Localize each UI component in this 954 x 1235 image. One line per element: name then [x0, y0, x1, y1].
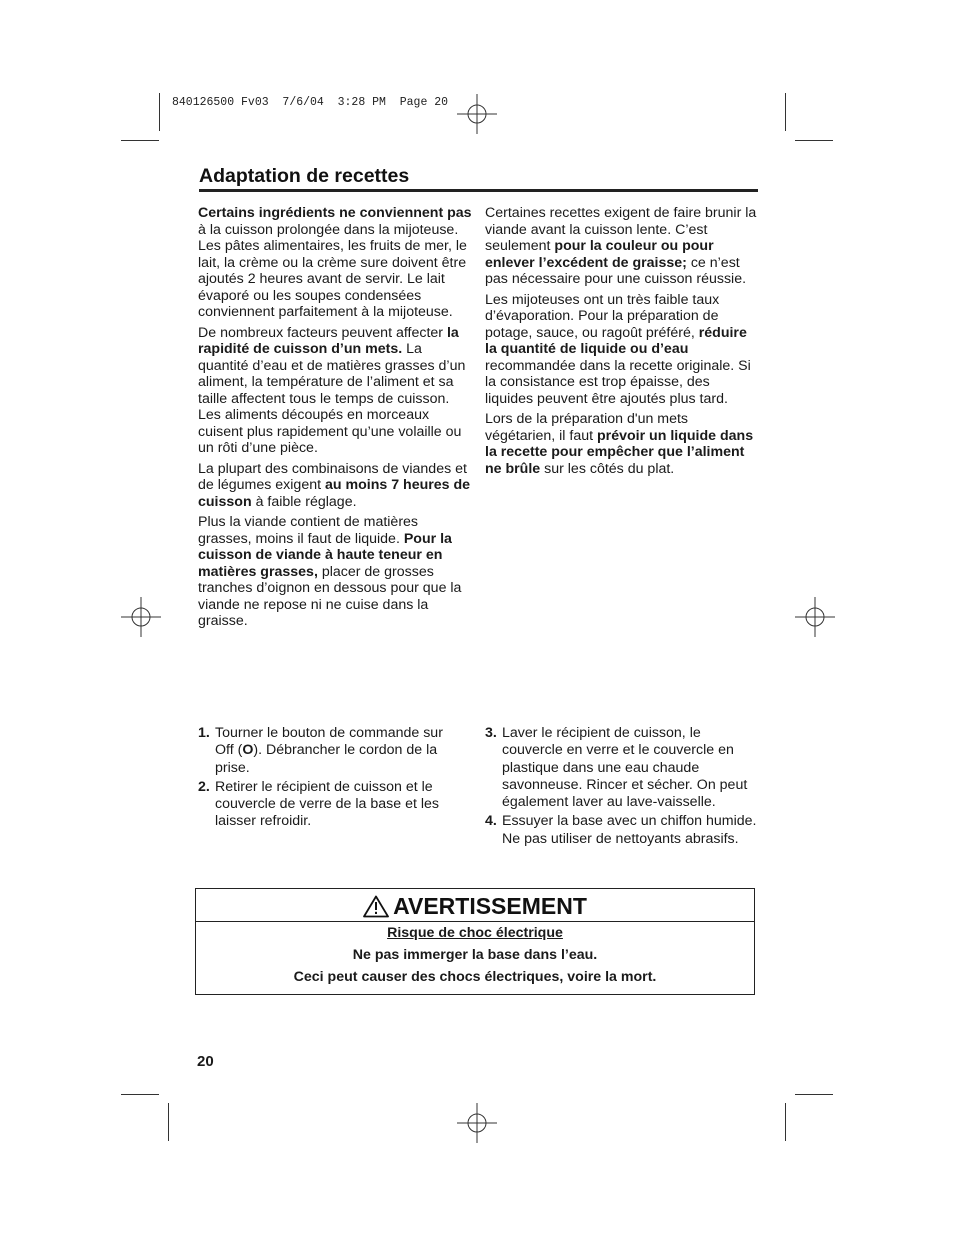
crop-mark-bl-h [121, 1094, 159, 1095]
paragraph [485, 292, 758, 408]
registration-mark-icon [795, 597, 835, 637]
crop-mark-tl-h [121, 140, 159, 141]
text-run: Retirer le récipient de cuisson et le couvercle de verre de la base et les laisser refroidir. [215, 778, 439, 830]
registration-mark-icon [457, 1103, 497, 1143]
text-run: Lors de la préparation d'un mets végétarien, il faut [485, 411, 689, 444]
paragraph [485, 411, 758, 477]
section-title: Adaptation de recettes [199, 165, 410, 187]
paragraph [198, 461, 472, 511]
step-number: 2. [198, 778, 210, 795]
text-run: Plus la viande contient de matières grasses, moins il faut de liquide. [198, 514, 419, 547]
title-rule [199, 189, 758, 192]
text-run: De nombreux facteurs peuvent affecter [198, 324, 447, 341]
registration-mark-icon [121, 597, 161, 637]
list-item [198, 779, 456, 831]
text-run: ). Débrancher le cordon de la prise. [215, 742, 438, 776]
cleaning-steps-left [198, 725, 456, 833]
text-run: sur les côtés du plat. [540, 460, 675, 477]
warning-box [195, 888, 755, 995]
list-item [485, 813, 757, 848]
bold-text: réduire la quantité de liquide ou d’eau [485, 324, 747, 357]
bold-text: Pour la cuisson de viande à haute teneur en matières grasses, [198, 530, 452, 580]
crop-mark-tl-v [159, 93, 160, 131]
crop-mark-bl-v [168, 1103, 169, 1141]
left-column [198, 205, 472, 634]
crop-mark-tr-v [785, 93, 786, 131]
print-slug: 840126500 Fv03 7/6/04 3:28 PM Page 20 [172, 96, 449, 109]
text-run: La quantité d’eau et de matières grasses d’un aliment, la température de l’aliment et sa taille affectent tous le temps de cuisson. Les aliments découpés en morceaux cuisent plus rapidement qu’une volaille ou un rôti d’une pièce. [198, 341, 466, 456]
crop-mark-br-v [785, 1103, 786, 1141]
step-number: 3. [485, 725, 497, 741]
warning-header [196, 889, 754, 922]
text-run: recommandée dans la recette originale. Si la consistance est trop épaisse, des liquides peuvent être ajoutés plus tard. [485, 357, 751, 407]
crop-mark-br-h [795, 1094, 833, 1095]
bold-text: la rapidité de cuisson d’un mets. [198, 324, 459, 357]
step-number: 4. [485, 813, 497, 830]
registration-mark-icon [457, 94, 497, 134]
warning-line-2: Ceci peut causer des chocs électriques, voire la mort. [293, 969, 657, 985]
text-run: La plupart des combinaisons de viandes et de légumes exigent [198, 460, 467, 493]
list-item [198, 725, 456, 777]
page-number: 20 [197, 1053, 214, 1070]
bold-text: prévoir un liquide dans la recette pour empêcher que l’aliment ne brûle [485, 427, 754, 477]
warning-triangle-icon [363, 895, 389, 923]
text-run: ce n’est pas nécessaire pour une cuisson réussie. [485, 254, 747, 287]
crop-mark-tr-h [795, 140, 833, 141]
paragraph [485, 205, 758, 288]
warning-title: AVERTISSEMENT [393, 893, 587, 919]
step-number: 1. [198, 725, 210, 741]
list-item [485, 725, 757, 811]
text-run: Laver le récipient de cuisson, le couvercle en verre et le couvercle en plastique dans une eau chaude savonneuse. Rincer et sécher. On peut également laver au lave-vaisselle. [502, 725, 748, 811]
text-run: Les mijoteuses ont un très faible taux d’évaporation. Pour la préparation de potage, sauce, ou ragoût préféré, [485, 291, 720, 341]
text-run: Essuyer la base avec un chiffon humide. Ne pas utiliser de nettoyants abrasifs. [502, 813, 757, 847]
text-run: Certaines recettes exigent de faire brunir la viande avant la cuisson lente. C’est seulement [485, 205, 757, 254]
text-run: placer de grosses tranches d’oignon en dessous pour que la viande ne repose ni ne cuise dans la graisse. [198, 563, 462, 629]
text-run: à faible réglage. [251, 493, 357, 510]
warning-subtitle: Risque de choc électrique [387, 925, 563, 941]
bold-text: Certains ingrédients ne conviennent pas [198, 205, 472, 221]
paragraph [198, 325, 472, 457]
right-column [485, 205, 758, 481]
bold-text: pour la couleur ou pour enlever l’excédent de graisse; [485, 238, 714, 271]
bold-text: au moins 7 heures de cuisson [198, 477, 471, 510]
paragraph [198, 514, 472, 630]
text-run: Tourner le bouton de commande sur Off ( [215, 725, 443, 759]
warning-line-1: Ne pas immerger la base dans l’eau. [352, 947, 598, 963]
bold-text: O [242, 742, 254, 759]
cleaning-steps-right [485, 725, 757, 850]
text-run: à la cuisson prolongée dans la mijoteuse. Les pâtes alimentaires, les fruits de mer, le lait, la crème ou la crème sure doivent être ajoutés 2 heures avant de servir. Le lait évaporé ou les soupes condensées conviennent parfaitement à la mijoteuse. [198, 221, 467, 320]
paragraph [198, 205, 472, 321]
